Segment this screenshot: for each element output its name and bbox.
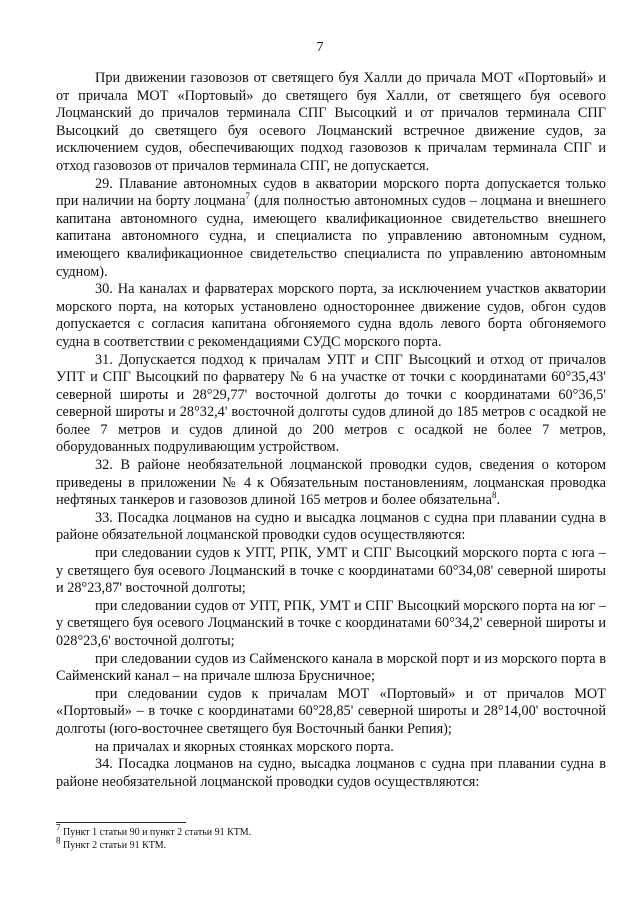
document-body (56, 70, 606, 791)
paragraph-34: 34. Посадка лоцманов на судно, высадка лоцманов с судна при плавании судна в районе необязательной лоцманской проводки судов осуществляются: (56, 756, 606, 790)
paragraph-33-item-saimaa-canal: при следовании судов из Сайменского канала в морской порт и из морского порта в Сайменский канал – на причале шлюза Брусничное; (56, 650, 606, 685)
footnote-ref-8: 8 (491, 490, 497, 501)
paragraph-31: 31. Допускается подход к причалам УПТ и СПГ Высоцкий и отход от причалов УПТ и СПГ Высоцкий по фарватеру № 6 на участке от точки с координатами 60°35,43' северной широты и 28°29,77' восточной долготы до точки с координатами 60°36,5' северной широты и 28°32,4' восточной долготы судов длиной до 185 метров с осадкой не более 7 метров и судов длиной до 200 метров с осадкой не более 7 метров, оборудованных подруливающим устройством. (56, 351, 606, 456)
paragraph-traffic-restriction: При движении газовозов от светящего буя Халли до причала МОТ «Портовый» и от причала МОТ «Портовый» до светящего буя Халли, от светящего буя осевого Лоцманский до причалов терминала СПГ Высоцкий и от причалов терминала СПГ Высоцкий до светящего буя осевого Лоцманский встречное движение судов, за исключением судов, обеспечивающих подход газовозов к причалам терминала СПГ и отход газовозов от причалов терминала СПГ, не допускается. (56, 70, 606, 174)
footnote-8: $^8$ Пункт 2 статьи 91 КТМ. (56, 835, 167, 851)
footnote-7: $^7$ Пункт 1 статьи 90 и пункт 2 статьи 91 КТМ. (56, 822, 252, 838)
page-number: 7 (316, 40, 324, 55)
paragraph-33-item-berths: на причалах и якорных стоянках морского порта. (95, 738, 394, 755)
paragraph-30: 30. На каналах и фарватерах морского порта, за исключением участков акватории морского порта, на которых установлено одностороннее движение судов, обгон судов допускается с согласия капитана обгоняемого судна вдоль левого борта обгоняемого судна в соответствии с рекомендациями СУДС морского порта. (56, 281, 606, 350)
paragraph-33-item-portovy: при следовании судов к причалам МОТ «Портовый» и от причалов МОТ «Портовый» – в точке с координатами 60°28,85' северной широты и 28°14,00' восточной долготы (юго-восточнее светящего буя Восточный банки Репия); (56, 685, 606, 737)
paragraph-33: 33. Посадка лоцманов на судно и высадка лоцманов с судна при плавании судна в районе обязательной лоцманской проводки судов осуществляются: (56, 509, 606, 544)
paragraph-32: 32. В районе необязательной лоцманской проводки судов, сведения о котором приведены в приложении № 4 к Обязательным постановлениям, лоцманская проводка нефтяных танкеров и газовозов длиной 165 метров и более обязательна$^8$. (56, 457, 606, 509)
paragraph-29: 29. Плавание автономных судов в акватории морского порта допускается только при наличии на борту лоцмана$^7$ (для полностью автономных судов – лоцмана и внешнего капитана автономного судна, имеющего квалификационное свидетельство внешнего капитана автономного судна, и специалиста по управлению автономным судном, имеющего квалификационное свидетельство специалиста по управлению автономным судном). (56, 175, 606, 280)
footnotes (56, 822, 606, 852)
paragraph-33-item-south-departure: при следовании судов от УПТ, РПК, УМТ и СПГ Высоцкий морского порта на юг – у светящего буя осевого Лоцманский в точке с координатами 60°34,2' северной широты и 028°23,6' восточной долготы; (56, 597, 606, 649)
paragraph-33-item-south-approach: при следовании судов к УПТ, РПК, УМТ и СПГ Высоцкий морского порта с юга – у светящего буя осевого Лоцманский в точке с координатами 60°34,08' северной широты и 28°23,87' восточной долготы; (56, 545, 606, 597)
footnote-mark: 8 (56, 835, 61, 846)
footnote-mark: 7 (56, 822, 61, 833)
footnote-divider (56, 822, 186, 823)
footnote-ref-7: 7 (245, 191, 250, 202)
